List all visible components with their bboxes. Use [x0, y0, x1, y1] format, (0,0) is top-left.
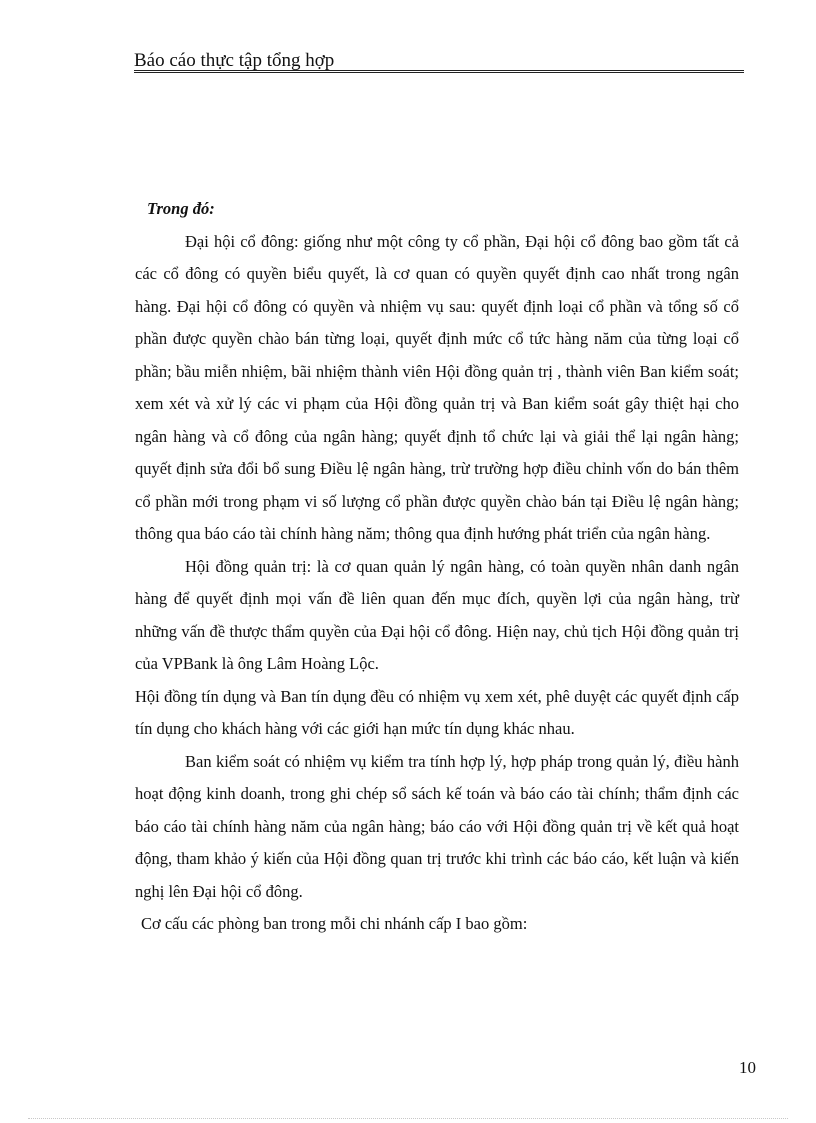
section-lead: Trong đó: [147, 199, 215, 218]
paragraph-shareholders-meeting: Đại hội cổ đông: giống như một công ty cổ phần, Đại hội cổ đông bao gồm tất cả các cổ đông có quyền biểu quyết, là cơ quan có quyền quyết định cao nhất trong ngân hàng. Đại hội cổ đông có quyền và nhiệm vụ sau: quyết định loại cổ phần và tổng số cổ phần được quyền chào bán từng loại, quyết định mức cổ tức hàng năm của từng loại cổ phần; bầu miễn nhiệm, bãi nhiệm thành viên Hội đồng quản trị , thành viên Ban kiểm soát; xem xét và xử lý các vi phạm của Hội đồng quản trị và Ban kiểm soát gây thiệt hại cho ngân hàng và cổ đông của ngân hàng; quyết định tổ chức lại và giải thể lại ngân hàng; quyết định sửa đổi bổ sung Điều lệ ngân hàng, trừ trường hợp điều chỉnh vốn do bán thêm cổ phần mới trong phạm vi số lượng cổ phần được quyền chào bán tại Điều lệ ngân hàng; thông qua báo cáo tài chính hàng năm; thông qua định hướng phát triển của ngân hàng. [135, 231, 739, 543]
page-bottom-edge [28, 1118, 788, 1119]
paragraph-credit-council: Hội đồng tín dụng và Ban tín dụng đều có nhiệm vụ xem xét, phê duyệt các quyết định cấp tín dụng cho khách hàng với các giới hạn mức tín dụng khác nhau. [135, 686, 739, 738]
paragraph-branch-structure: Cơ cấu các phòng ban trong mỗi chi nhánh cấp I bao gồm: [141, 914, 528, 933]
document-body [135, 193, 739, 941]
page-header-title: Báo cáo thực tập tổng hợp [134, 50, 335, 71]
header-divider [134, 70, 744, 73]
page-number: 10 [739, 1058, 756, 1077]
paragraph-board-of-directors: Hội đồng quản trị: là cơ quan quản lý ngân hàng, có toàn quyền nhân danh ngân hàng để quyết định mọi vấn đề liên quan đến mục đích, quyền lợi của ngân hàng, trừ những vấn đề thược thẩm quyền của Đại hội cổ đông. Hiện nay, chủ tịch Hội đồng quản trị của VPBank là ông Lâm Hoàng Lộc. [135, 556, 739, 673]
paragraph-supervisory-board: Ban kiểm soát có nhiệm vụ kiểm tra tính hợp lý, hợp pháp trong quản lý, điều hành hoạt động kinh doanh, trong ghi chép sổ sách kế toán và báo cáo tài chính; thẩm định các báo cáo tài chính hàng năm của ngân hàng; báo cáo với Hội đồng quản trị về kết quả hoạt động, tham khảo ý kiến của Hội đồng quan trị trước khi trình các báo cáo, kết luận và kiến nghị lên Đại hội cổ đông. [135, 751, 739, 901]
